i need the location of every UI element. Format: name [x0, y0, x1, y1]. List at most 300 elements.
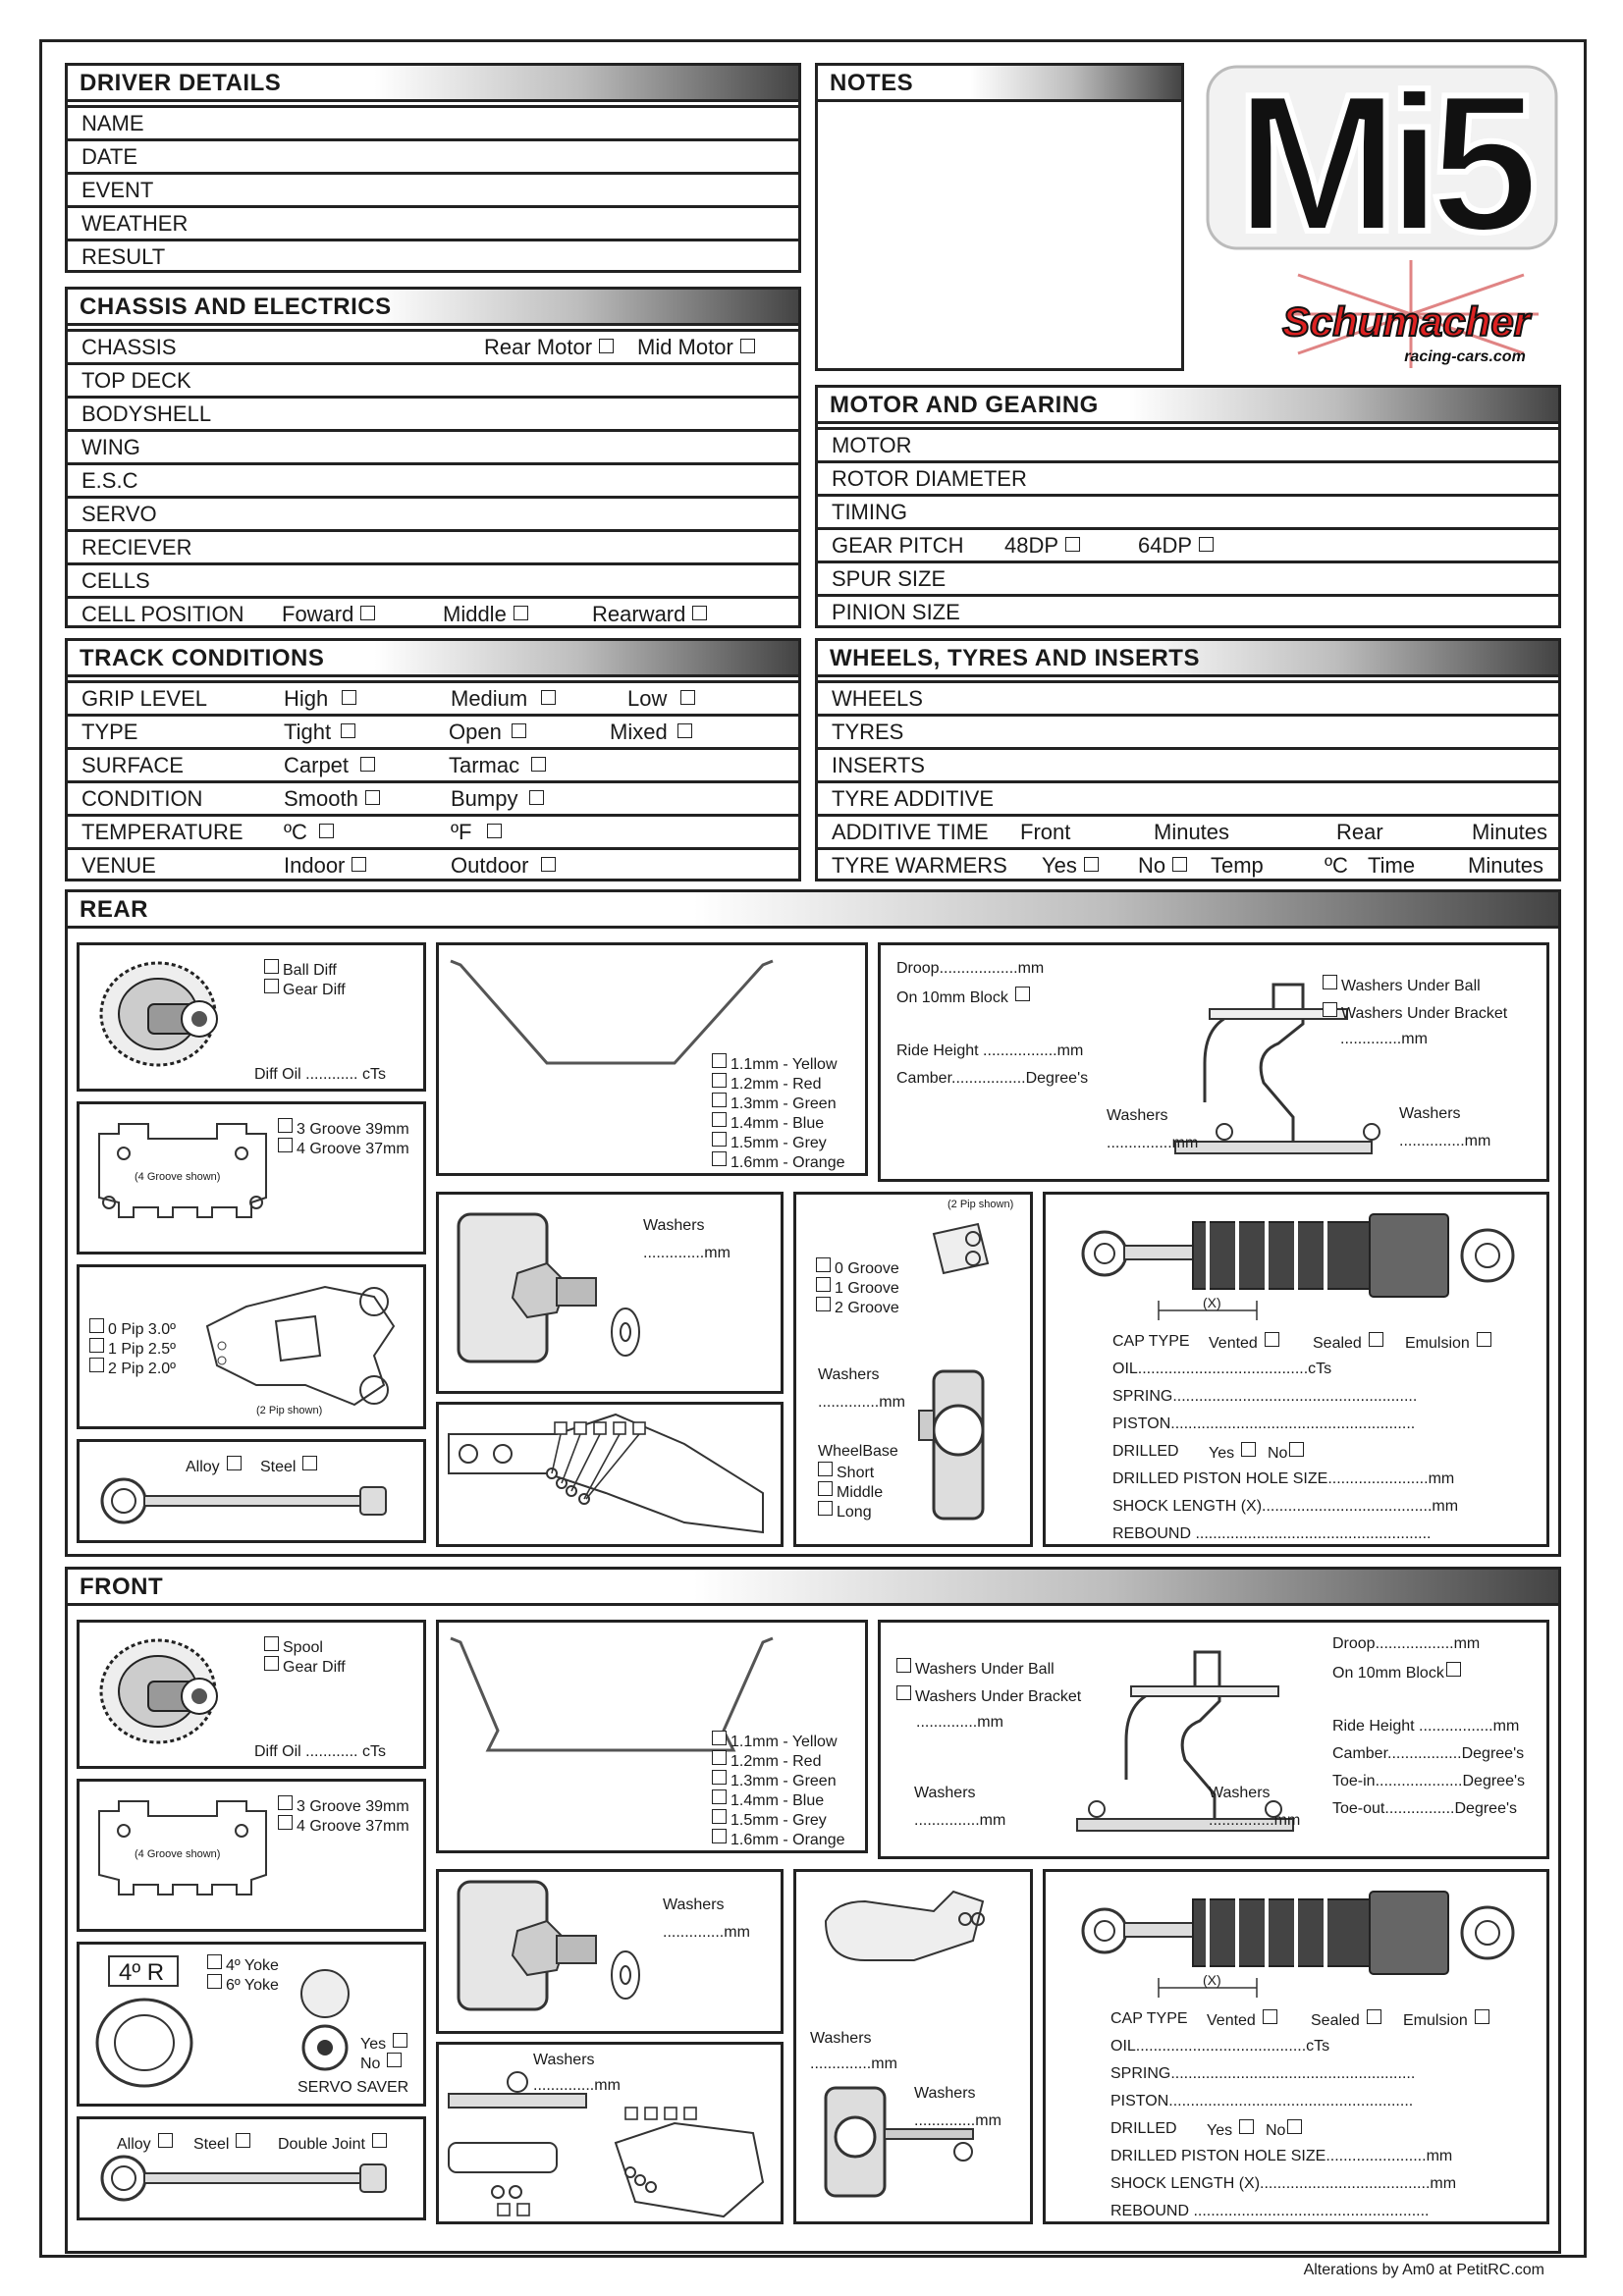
checkbox[interactable]	[1265, 1332, 1279, 1347]
option-label: Mid Motor	[637, 335, 733, 359]
option-label: 1.2mm - Red	[730, 1076, 822, 1093]
checkbox[interactable]	[487, 824, 502, 838]
option-label: Sealed	[1313, 1335, 1362, 1352]
upright-groove-2-option[interactable]	[816, 1297, 899, 1317]
field-bodyshell[interactable]	[68, 396, 798, 428]
checkbox[interactable]	[1287, 2119, 1302, 2134]
steer-washers2-label: Washers	[914, 2085, 976, 2102]
checkbox[interactable]	[818, 1462, 833, 1476]
field-grip-level[interactable]	[68, 680, 798, 713]
mid-motor-option[interactable]	[637, 335, 755, 360]
shaft-steel-option[interactable]	[193, 2133, 250, 2154]
toe-in-field[interactable]: Toe-in....................Degree's	[1332, 1773, 1526, 1789]
checkbox[interactable]	[1199, 537, 1214, 552]
drilled-no-option[interactable]	[1268, 1442, 1304, 1463]
arb-5-option[interactable]	[712, 1809, 827, 1830]
checkbox[interactable]	[278, 1138, 293, 1152]
checkbox[interactable]	[342, 690, 356, 705]
checkbox[interactable]	[264, 1636, 279, 1651]
shock-length-field[interactable]: SHOCK LENGTH (X).......................................mm	[1110, 2175, 1457, 2192]
option-label: 1.5mm - Grey	[730, 1812, 827, 1829]
shock-piston-field[interactable]: PISTON........................................................	[1110, 2093, 1414, 2109]
checkbox[interactable]	[896, 1685, 911, 1700]
checkbox[interactable]	[1369, 1332, 1383, 1347]
block-option[interactable]	[1332, 1662, 1461, 1682]
checkbox[interactable]	[599, 339, 614, 353]
checkbox[interactable]	[677, 723, 692, 738]
field-cells[interactable]	[68, 562, 798, 595]
temp-c-option[interactable]	[284, 820, 334, 845]
checkbox[interactable]	[712, 1770, 727, 1785]
field-servo[interactable]	[68, 496, 798, 528]
checkbox[interactable]	[302, 1456, 317, 1470]
field-label: ADDITIVE TIME	[832, 820, 989, 844]
field-result[interactable]	[68, 239, 798, 271]
option-label: Alloy	[186, 1459, 220, 1475]
track-section	[65, 638, 801, 881]
gear-diff-option[interactable]	[264, 979, 346, 999]
checkbox[interactable]	[264, 959, 279, 974]
arb-4-option[interactable]	[712, 1112, 824, 1133]
condition-smooth-option[interactable]	[284, 786, 380, 812]
servo-yes-option[interactable]	[360, 2033, 407, 2054]
gear-diff-option[interactable]	[264, 1656, 346, 1677]
groove-4-option[interactable]	[278, 1138, 409, 1158]
temp-f-option[interactable]	[451, 820, 502, 845]
checkbox[interactable]	[692, 606, 707, 620]
cell-foward-option[interactable]	[282, 602, 375, 627]
pip-2-option[interactable]	[89, 1358, 176, 1378]
checkbox[interactable]	[207, 1954, 222, 1969]
field-tyre-warmers[interactable]	[818, 847, 1558, 880]
ride-height-field[interactable]: Ride Height .................mm	[896, 1042, 1084, 1059]
upright-washers-field[interactable]: ..............mm	[818, 1394, 905, 1411]
field-cell-position[interactable]	[68, 596, 798, 628]
checkbox[interactable]	[1241, 1442, 1256, 1457]
field-label: TYPE	[81, 720, 138, 744]
cap-emulsion-option[interactable]	[1405, 1332, 1491, 1353]
camber-field[interactable]: Camber.................Degree's	[896, 1070, 1089, 1087]
checkbox[interactable]	[531, 757, 546, 772]
washers-under-ball-option[interactable]	[896, 1658, 1055, 1679]
field-weather[interactable]	[68, 205, 798, 238]
field-condition[interactable]	[68, 780, 798, 813]
field-gear-pitch[interactable]	[818, 527, 1558, 560]
option-label: Double Joint	[278, 2136, 365, 2153]
checkbox[interactable]	[89, 1338, 104, 1353]
field-type[interactable]	[68, 714, 798, 746]
ball-diff-option[interactable]	[264, 959, 337, 980]
logo-site: racing-cars.com	[1404, 348, 1526, 365]
field-label: CELL POSITION	[81, 602, 244, 626]
checkbox[interactable]	[680, 690, 695, 705]
washers-right-field[interactable]: ...............mm	[1399, 1133, 1491, 1149]
field-label: MOTOR	[832, 433, 912, 457]
option-label: Gear Diff	[283, 982, 346, 998]
shaft-alloy-option[interactable]	[186, 1456, 242, 1476]
rear-driveshaft-panel	[77, 1439, 426, 1543]
option-label: Emulsion	[1403, 2012, 1468, 2029]
cell-rearward-option[interactable]	[592, 602, 707, 627]
field-reciever[interactable]	[68, 529, 798, 561]
option-label: Vented	[1209, 1335, 1258, 1352]
option-label: 4 Groove 37mm	[297, 1141, 409, 1157]
checkbox[interactable]	[541, 690, 556, 705]
field-label: TYRE WARMERS	[832, 853, 1007, 878]
field-rotor-diameter[interactable]	[818, 460, 1558, 493]
field-surface[interactable]	[68, 747, 798, 779]
rebound-field[interactable]: REBOUND ......................................................	[1112, 1525, 1432, 1542]
hub-washers-field[interactable]: ..............mm	[663, 1924, 750, 1941]
checkbox[interactable]	[1323, 975, 1337, 989]
section-header	[68, 641, 798, 677]
groove-3-option[interactable]	[278, 1118, 409, 1139]
washers-under-bracket-option[interactable]	[896, 1685, 1081, 1706]
ride-height-field[interactable]: Ride Height .................mm	[1332, 1718, 1520, 1735]
field-label: CONDITION	[81, 786, 203, 811]
option-label: 64DP	[1138, 533, 1193, 558]
checkbox[interactable]	[740, 339, 755, 353]
field-esc[interactable]	[68, 462, 798, 495]
shock-x-label: (X)	[1203, 1295, 1221, 1310]
wheelbase-middle-option[interactable]	[818, 1481, 883, 1502]
cap-vented-option[interactable]	[1209, 1332, 1279, 1353]
checkbox[interactable]	[387, 2053, 402, 2067]
arb-1-option[interactable]	[712, 1053, 838, 1074]
field-label: E.S.C	[81, 468, 138, 493]
droop-field[interactable]: Droop..................mm	[1332, 1635, 1481, 1652]
field-tyres[interactable]	[818, 714, 1558, 746]
checkbox[interactable]	[1239, 2119, 1254, 2134]
rear-geometry-panel	[878, 942, 1549, 1182]
field-label: RECIEVER	[81, 535, 192, 560]
shock-oil-field[interactable]: OIL.......................................cTs	[1110, 2038, 1330, 2055]
checkbox[interactable]	[816, 1257, 831, 1272]
link-washers-field[interactable]: ..............mm	[533, 2077, 621, 2094]
yoke-4-option[interactable]	[207, 1954, 279, 1975]
checkbox[interactable]	[207, 1974, 222, 1989]
type-mixed-option[interactable]	[610, 720, 692, 745]
steering-link-icon	[439, 2045, 781, 2221]
option-label: No	[1266, 2122, 1286, 2139]
option-label: Tarmac	[449, 753, 520, 777]
option-label: 1.1mm - Yellow	[730, 1734, 838, 1750]
field-name[interactable]	[68, 105, 798, 137]
field-date[interactable]	[68, 138, 798, 171]
checkbox[interactable]	[1015, 987, 1030, 1001]
type-tight-option[interactable]	[284, 720, 355, 745]
checkbox[interactable]	[512, 723, 526, 738]
checkbox[interactable]	[712, 1750, 727, 1765]
shock-spring-field[interactable]: SPRING........................................................	[1110, 2065, 1416, 2082]
checkbox[interactable]	[360, 606, 375, 620]
groove-4-option[interactable]	[278, 1815, 409, 1836]
option-label: Rearward	[592, 602, 686, 626]
checkbox[interactable]	[1367, 2009, 1381, 2024]
arb-3-option[interactable]	[712, 1093, 837, 1113]
shaft-alloy-option[interactable]	[117, 2133, 173, 2154]
field-label: WEATHER	[81, 211, 189, 236]
toe-out-field[interactable]: Toe-out................Degree's	[1332, 1800, 1518, 1817]
field-wheels[interactable]	[818, 680, 1558, 713]
field-tyre-additive[interactable]	[818, 780, 1558, 813]
checkbox[interactable]	[236, 2133, 250, 2148]
drilled-yes-option[interactable]	[1209, 1442, 1256, 1463]
arb-1-option[interactable]	[712, 1731, 838, 1751]
pitch-48dp-option[interactable]	[1004, 533, 1080, 559]
wheelbase-label: WheelBase	[818, 1443, 898, 1460]
checkbox[interactable]	[1289, 1442, 1304, 1457]
option-label: High	[284, 686, 329, 711]
checkbox[interactable]	[712, 1073, 727, 1088]
cap-sealed-option[interactable]	[1313, 1332, 1383, 1353]
shaft-steel-option[interactable]	[260, 1456, 317, 1476]
front-steering-panel	[793, 1869, 1033, 2224]
diff-oil-field[interactable]: Diff Oil ............ cTs	[254, 1066, 386, 1083]
option-label: Short	[837, 1465, 875, 1481]
option-label: Low	[627, 686, 668, 711]
upright-groove-0-option[interactable]	[816, 1257, 899, 1278]
servo-saver-label: SERVO SAVER	[298, 2079, 409, 2096]
option-label: Yes	[360, 2036, 387, 2053]
arb-3-option[interactable]	[712, 1770, 837, 1790]
checkbox[interactable]	[372, 2133, 387, 2148]
front-driveshaft-panel	[77, 2116, 426, 2220]
checkbox[interactable]	[89, 1318, 104, 1333]
field-additive-time[interactable]	[818, 814, 1558, 846]
field-temperature[interactable]	[68, 814, 798, 846]
block-option[interactable]	[896, 987, 1030, 1007]
field-top-deck[interactable]	[68, 362, 798, 395]
checkbox[interactable]	[816, 1277, 831, 1292]
field-label: RESULT	[81, 244, 166, 269]
upright-note: (2 Pip shown)	[947, 1199, 1014, 1210]
field-inserts[interactable]	[818, 747, 1558, 779]
grip-low-option[interactable]	[627, 686, 695, 712]
shock-length-field[interactable]: SHOCK LENGTH (X).......................................mm	[1112, 1498, 1459, 1515]
mi5-logo	[1200, 59, 1568, 373]
driver-details-section	[65, 63, 801, 273]
field-timing[interactable]	[818, 494, 1558, 526]
grip-high-option[interactable]	[284, 686, 356, 712]
field-label: EVENT	[81, 178, 154, 202]
hub-icon	[439, 1195, 781, 1391]
shock-piston-field[interactable]: PISTON........................................................	[1112, 1415, 1416, 1432]
field-label: DATE	[81, 144, 138, 169]
grip-medium-option[interactable]	[451, 686, 556, 712]
front-link-panel	[436, 2042, 784, 2224]
warmers-no-option[interactable]	[1138, 853, 1187, 879]
arb-2-option[interactable]	[712, 1073, 821, 1094]
drilled-yes-option[interactable]	[1207, 2119, 1254, 2140]
checkbox[interactable]	[816, 1297, 831, 1311]
checkbox[interactable]	[529, 790, 544, 805]
field-pinion-size[interactable]	[818, 594, 1558, 626]
option-label: Washers Under Bracket	[1341, 1005, 1508, 1022]
option-label: 1.3mm - Green	[730, 1095, 837, 1112]
pip-0-option[interactable]	[89, 1318, 176, 1339]
camber-field[interactable]: Camber.................Degree's	[1332, 1745, 1525, 1762]
option-label: Emulsion	[1405, 1335, 1470, 1352]
washers-label: Washers	[914, 1785, 976, 1801]
pip-1-option[interactable]	[89, 1338, 176, 1359]
additive-rear-label: Rear	[1336, 820, 1383, 844]
wheelbase-long-option[interactable]	[818, 1501, 872, 1522]
option-label: Gear Diff	[283, 1659, 346, 1676]
rear-hub-panel	[436, 1192, 784, 1394]
field-label: GRIP LEVEL	[81, 686, 207, 711]
checkbox[interactable]	[514, 606, 528, 620]
field-label: TEMPERATURE	[81, 820, 243, 844]
drilled-label: DRILLED	[1110, 2120, 1177, 2137]
piston-hole-field[interactable]: DRILLED PISTON HOLE SIZE.......................mm	[1110, 2148, 1453, 2164]
washers-left-field[interactable]: ...............mm	[914, 1812, 1006, 1829]
rebound-field[interactable]: REBOUND ......................................................	[1110, 2203, 1430, 2219]
checkbox[interactable]	[227, 1456, 242, 1470]
arb-4-option[interactable]	[712, 1789, 824, 1810]
checkbox[interactable]	[1172, 857, 1187, 872]
checkbox[interactable]	[365, 790, 380, 805]
servo-no-option[interactable]	[360, 2053, 402, 2073]
option-label: Yes	[1042, 853, 1077, 878]
option-label: Open	[449, 720, 502, 744]
checkbox[interactable]	[278, 1118, 293, 1133]
section-header	[68, 66, 798, 102]
option-label: No	[1138, 853, 1166, 878]
checkbox[interactable]	[712, 1789, 727, 1804]
checkbox[interactable]	[1477, 1332, 1491, 1347]
shock-oil-field[interactable]: OIL.......................................cTs	[1112, 1361, 1332, 1377]
checkbox[interactable]	[1323, 1002, 1337, 1017]
field-spur-size[interactable]	[818, 561, 1558, 593]
field-event[interactable]	[68, 172, 798, 204]
checkbox[interactable]	[341, 723, 355, 738]
yoke-label: 4º R	[119, 1959, 165, 1986]
washers-left-field[interactable]: ...............mm	[1107, 1135, 1199, 1151]
checkbox[interactable]	[360, 757, 375, 772]
checkbox[interactable]	[818, 1481, 833, 1496]
checkbox[interactable]	[712, 1093, 727, 1107]
checkbox[interactable]	[712, 1809, 727, 1824]
arb-6-option[interactable]	[712, 1829, 844, 1849]
field-label: INSERTS	[832, 753, 925, 777]
field-label: SURFACE	[81, 753, 184, 777]
washers-right-field[interactable]: ...............mm	[1209, 1812, 1301, 1829]
steer-washers-field[interactable]: ..............mm	[810, 2056, 897, 2072]
motor-section	[815, 385, 1561, 628]
piston-hole-field[interactable]: DRILLED PISTON HOLE SIZE.......................mm	[1112, 1470, 1455, 1487]
shock-spring-field[interactable]: SPRING........................................................	[1112, 1388, 1418, 1405]
diff-oil-field[interactable]: Diff Oil ............ cTs	[254, 1743, 386, 1760]
shaft-double-joint-option[interactable]	[278, 2133, 387, 2154]
checkbox[interactable]	[319, 824, 334, 838]
option-label: Vented	[1207, 2012, 1256, 2029]
option-label: Alloy	[117, 2136, 151, 2153]
arb-5-option[interactable]	[712, 1132, 827, 1152]
checkbox[interactable]	[264, 1656, 279, 1671]
droop-field[interactable]: Droop..................mm	[896, 960, 1045, 977]
option-label: 1 Groove	[835, 1280, 899, 1297]
surface-carpet-option[interactable]	[284, 753, 375, 778]
checkbox[interactable]	[1263, 2009, 1277, 2024]
field-chassis[interactable]	[68, 329, 798, 361]
field-label: SERVO	[81, 502, 157, 526]
checkbox[interactable]	[712, 1112, 727, 1127]
checkbox[interactable]	[352, 857, 366, 872]
checkbox[interactable]	[278, 1815, 293, 1830]
checkbox[interactable]	[712, 1151, 727, 1166]
type-open-option[interactable]	[449, 720, 526, 745]
bracket-washers-field[interactable]: ..............mm	[1340, 1031, 1428, 1047]
cap-emulsion-option[interactable]	[1403, 2009, 1489, 2030]
link-plate-icon	[439, 1405, 781, 1544]
bracket-washers-field[interactable]: ..............mm	[916, 1714, 1003, 1731]
field-motor[interactable]	[818, 427, 1558, 459]
checkbox[interactable]	[712, 1731, 727, 1745]
checkbox[interactable]	[1084, 857, 1099, 872]
drilled-no-option[interactable]	[1266, 2119, 1302, 2140]
checkbox[interactable]	[393, 2033, 407, 2048]
checkbox[interactable]	[1446, 1662, 1461, 1677]
arb-2-option[interactable]	[712, 1750, 821, 1771]
checkbox[interactable]	[278, 1795, 293, 1810]
checkbox[interactable]	[818, 1501, 833, 1516]
field-wing[interactable]	[68, 429, 798, 461]
checkbox[interactable]	[712, 1132, 727, 1147]
checkbox[interactable]	[541, 857, 556, 872]
condition-bumpy-option[interactable]	[451, 786, 544, 812]
wheelbase-short-option[interactable]	[818, 1462, 874, 1482]
washers-under-bracket-option[interactable]	[1323, 1002, 1507, 1023]
pitch-64dp-option[interactable]	[1138, 533, 1214, 559]
cap-sealed-option[interactable]	[1311, 2009, 1381, 2030]
checkbox[interactable]	[712, 1829, 727, 1843]
checkbox[interactable]	[896, 1658, 911, 1673]
surface-tarmac-option[interactable]	[449, 753, 546, 778]
field-venue[interactable]	[68, 847, 798, 880]
notes-section[interactable]	[815, 63, 1184, 371]
venue-indoor-option[interactable]	[284, 853, 366, 879]
rear-diff-panel	[77, 942, 426, 1092]
front-yoke-panel	[77, 1942, 426, 2107]
front-geometry-panel	[878, 1620, 1549, 1859]
venue-outdoor-option[interactable]	[451, 853, 556, 879]
hub-washers-field[interactable]: ..............mm	[643, 1245, 730, 1261]
groove-3-option[interactable]	[278, 1795, 409, 1816]
section-header	[68, 290, 798, 326]
option-label: Foward	[282, 602, 354, 626]
checkbox[interactable]	[712, 1053, 727, 1068]
checkbox[interactable]	[1475, 2009, 1489, 2024]
rear-motor-option[interactable]	[484, 335, 614, 360]
washers-under-ball-option[interactable]	[1323, 975, 1481, 995]
checkbox[interactable]	[89, 1358, 104, 1372]
warmers-time-label: Time	[1368, 853, 1416, 878]
checkbox[interactable]	[264, 979, 279, 993]
checkbox[interactable]	[1065, 537, 1080, 552]
yoke-6-option[interactable]	[207, 1974, 279, 1995]
spool-option[interactable]	[264, 1636, 323, 1657]
field-label: TYRES	[832, 720, 904, 744]
warmers-yes-option[interactable]	[1042, 853, 1099, 879]
upright-groove-1-option[interactable]	[816, 1277, 899, 1298]
checkbox[interactable]	[158, 2133, 173, 2148]
cap-vented-option[interactable]	[1207, 2009, 1277, 2030]
option-label: Indoor	[284, 853, 346, 878]
steer-washers2-field[interactable]: ..............mm	[914, 2112, 1001, 2129]
cell-middle-option[interactable]	[443, 602, 528, 627]
arb-6-option[interactable]	[712, 1151, 844, 1172]
